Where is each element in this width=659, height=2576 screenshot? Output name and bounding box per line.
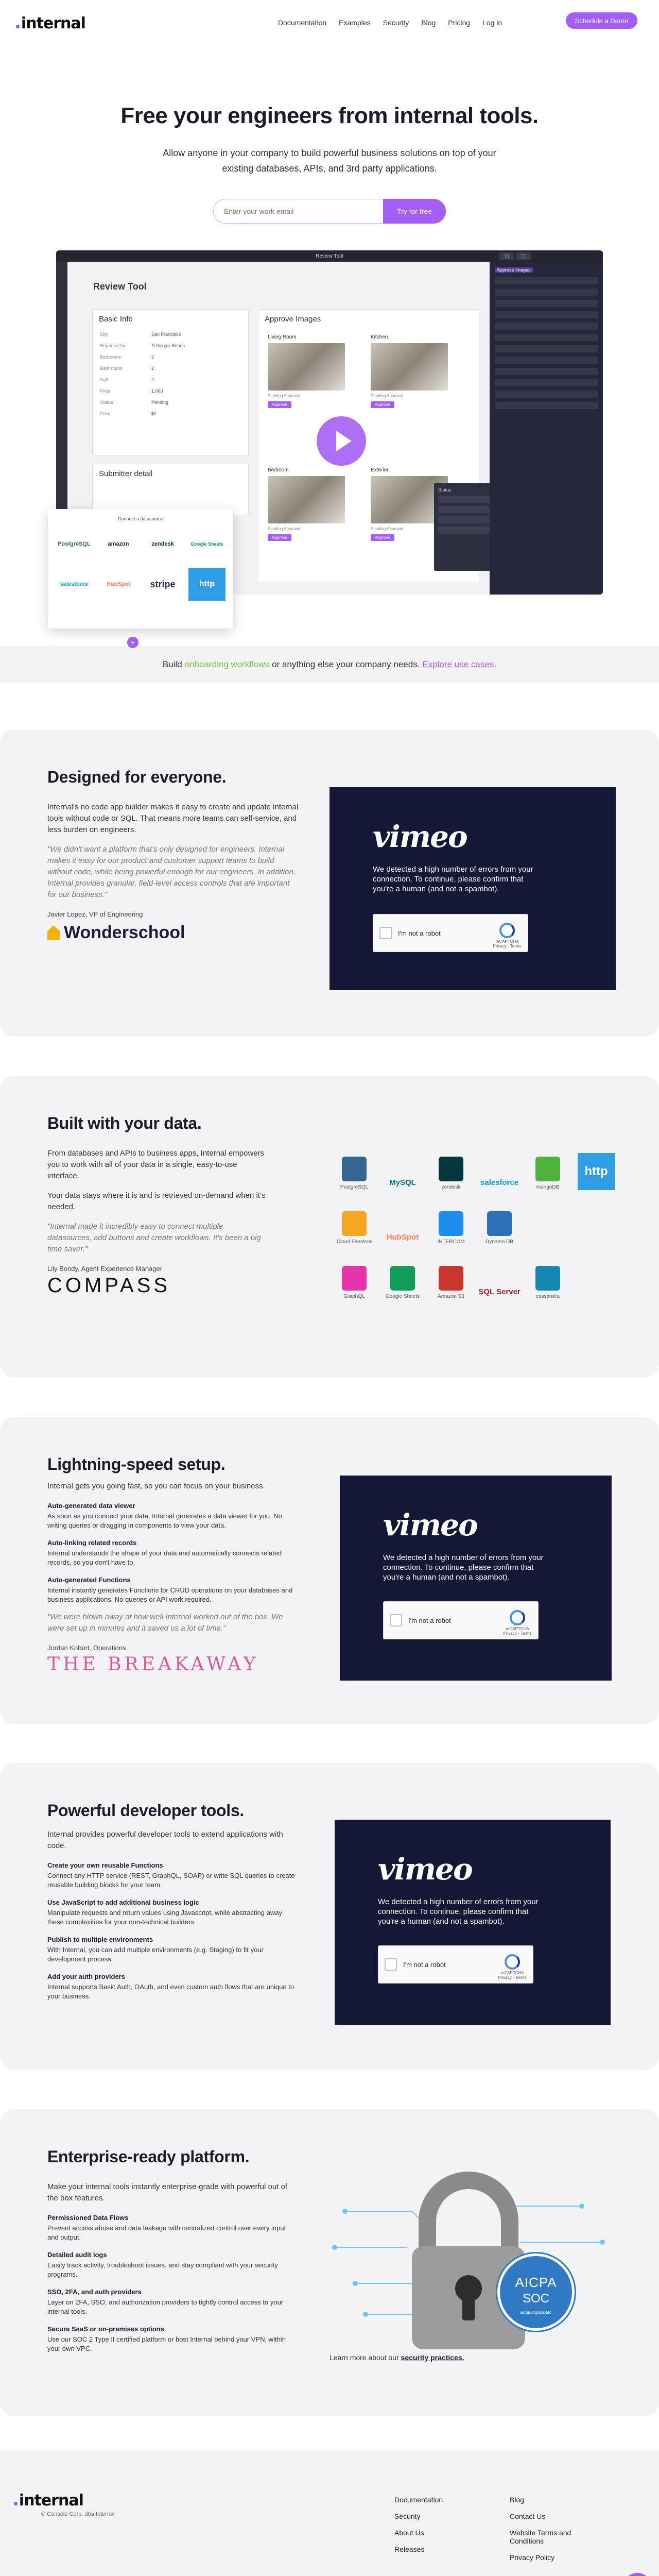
inspector-field[interactable]	[495, 289, 598, 296]
http-icon: http	[578, 1153, 615, 1190]
developer-section	[0, 1763, 659, 2070]
integration-name: Cloud Firestore	[336, 1239, 372, 1245]
integration-name: cassandra	[535, 1294, 560, 1299]
integration-wordmark: salesforce	[480, 1178, 519, 1187]
video-error-message: We detected a high number of errors from your connection. To continue, please confirm that you're a human (and not a spambot).	[383, 1553, 544, 1582]
recaptcha-icon: reCAPTCHA Privacy - Terms	[492, 923, 523, 948]
inspector-field[interactable]	[495, 357, 598, 364]
explore-use-cases-link[interactable]: Explore use cases.	[422, 659, 497, 669]
integration-wordmark: MySQL	[389, 1178, 416, 1187]
footer-link[interactable]: About Us	[394, 2529, 424, 2537]
info-row: Sqft 2	[100, 377, 154, 382]
connect-datasource-panel	[48, 509, 233, 629]
integration-logo	[332, 1201, 377, 1245]
integration-logo	[332, 1256, 377, 1299]
footer-link[interactable]: Blog	[510, 2496, 525, 2504]
datasource-stripe[interactable]: stripe	[150, 579, 176, 589]
info-row: Price 1,000	[100, 388, 163, 394]
signup-form	[213, 199, 446, 224]
approve-button[interactable]: Approve	[268, 534, 291, 541]
integration-name: Amazon S3	[438, 1294, 464, 1299]
inspector-field[interactable]	[495, 323, 598, 330]
integration-logo	[574, 1201, 619, 1245]
app-preview	[56, 250, 603, 647]
compass-logo: COMPASS	[47, 1274, 171, 1297]
video-embed[interactable]	[340, 1476, 612, 1681]
integration-logo	[525, 1256, 570, 1299]
app-tabs	[499, 252, 531, 260]
footer-column	[510, 2496, 587, 2570]
footer-link[interactable]: Contact Us	[510, 2512, 546, 2520]
integration-icon	[487, 1211, 512, 1236]
integration-logo	[574, 1256, 619, 1299]
integration-wordmark: HubSpot	[386, 1233, 419, 1242]
integration-name: INTERCOM	[437, 1239, 465, 1245]
app-tab[interactable]: ▢	[516, 252, 531, 260]
integration-icon	[342, 1266, 367, 1291]
info-row: City San Francisco	[100, 332, 181, 337]
room-photo[interactable]	[268, 476, 345, 523]
integration-logo	[574, 1147, 619, 1190]
footer-link[interactable]: Documentation	[394, 2496, 443, 2504]
footer-link[interactable]: Releases	[394, 2545, 425, 2553]
integration-icon	[439, 1211, 463, 1236]
hero	[0, 45, 659, 224]
integration-name: GraphQL	[343, 1294, 365, 1299]
integration-icon	[535, 1266, 560, 1291]
status-dropdown[interactable]: Status	[434, 483, 522, 571]
chat-widget-icon[interactable]	[623, 2573, 652, 2576]
integration-name: Dynamo DB	[485, 1239, 513, 1245]
info-row: Status Pending	[100, 400, 169, 405]
try-free-button[interactable]: Try for free	[383, 199, 446, 224]
schedule-demo-button[interactable]: Schedule a Demo	[566, 12, 637, 29]
image-tile: Living Room Pending Approval Approve	[268, 334, 345, 409]
image-tile: Kitchen Pending Approval Approve	[371, 334, 448, 409]
integration-icon	[390, 1266, 415, 1291]
top-nav	[0, 0, 659, 45]
info-row: Bedrooms 2	[100, 354, 154, 360]
vimeo-logo: vimeo	[378, 1852, 472, 1887]
section-body: Internal provides powerful developer tools to extend applications with code. Create your own reusable Functions Connect any HTTP service (REST, GraphQL, SOAP) or write SQL queries to create reusable building blocks for your team. Use JavaScript to add additional business logic Manipulate requests and return values using Javascript, while abstracting away these complexities for your non-technical builders. Publish to multiple environments With Internal, you can add multiple environments (e.g. Staging) to fit your development process. Add your auth providers Internal supports Basic Auth, OAuth, and even custom auth flows that are unique to your business.	[47, 1830, 295, 2000]
integration-logo	[477, 1256, 522, 1299]
inspector-field[interactable]	[495, 402, 598, 409]
app-window-title: Review Tool	[316, 253, 343, 259]
logo[interactable]: . internal	[14, 12, 85, 33]
info-row: Bathrooms 2	[100, 366, 154, 371]
section-title: Lightning-speed setup.	[47, 1455, 226, 1473]
integration-logo	[332, 1147, 377, 1190]
video-error-message: We detected a high number of errors from your connection. To continue, please confirm that you're a human (and not a spambot).	[378, 1897, 539, 1926]
footer	[0, 2450, 659, 2576]
footer-logo[interactable]: . internal	[12, 2489, 83, 2510]
integration-name: zendesk	[441, 1184, 461, 1190]
approve-button[interactable]: Approve	[371, 401, 394, 408]
hero-subtitle: Allow anyone in your company to build powerful business solutions on top of your existing databases, APIs, and 3rd party applications.	[163, 148, 496, 174]
datasource-http[interactable]: http	[188, 568, 226, 601]
approve-button[interactable]: Approve	[268, 401, 291, 408]
nav-examples[interactable]: Examples	[339, 19, 371, 27]
footer-link[interactable]: Security	[394, 2512, 421, 2520]
vimeo-logo: vimeo	[373, 819, 467, 854]
footer-link[interactable]: Website Terms and Conditions	[510, 2529, 571, 2545]
nav-links	[278, 0, 502, 45]
review-tool-title: Review Tool	[93, 281, 147, 292]
room-photo[interactable]	[268, 343, 345, 391]
datasource-amazon[interactable]: amazon	[108, 541, 129, 547]
inspector-field[interactable]	[495, 391, 598, 398]
info-row: Reported by Ti Hogan-Reeds	[100, 343, 185, 348]
integration-name: mongoDB	[536, 1184, 560, 1190]
footer-column	[394, 2496, 472, 2562]
image-tile: Exterior Pending Approval Approve	[371, 467, 448, 541]
inspector-field[interactable]	[495, 300, 598, 307]
inspector-field[interactable]	[495, 311, 598, 318]
captcha-widget[interactable]: I'm not a robot reCAPTCHA Privacy - Terms	[378, 1945, 533, 1984]
footer-link[interactable]: Privacy Policy	[510, 2553, 555, 2562]
integration-wordmark: SQL Server	[478, 1287, 521, 1296]
datasource-google-sheets[interactable]: Google Sheets	[190, 541, 223, 547]
app-tab[interactable]: ▢	[499, 252, 514, 260]
integrations-grid	[332, 1147, 620, 1299]
captcha-widget[interactable]: I'm not a robot reCAPTCHA Privacy - Terms	[383, 1601, 539, 1639]
testimonial-author: Lily Bondy, Agent Experience Manager	[47, 1265, 163, 1273]
integration-logo	[428, 1147, 474, 1190]
nav-blog[interactable]: Blog	[421, 19, 436, 27]
captcha-checkbox[interactable]	[379, 927, 392, 939]
integration-icon	[342, 1157, 367, 1181]
vimeo-logo: vimeo	[383, 1507, 477, 1543]
hero-title: Free your engineers from internal tools.	[120, 103, 539, 128]
integration-logo	[380, 1147, 425, 1190]
recaptcha-icon: reCAPTCHA Privacy - Terms	[497, 1954, 528, 1980]
integration-icon	[439, 1266, 463, 1291]
inspector-field[interactable]	[495, 334, 598, 341]
breakaway-logo: THE BREAKAWAY	[47, 1654, 259, 1675]
section-body: Internal's no code app builder makes it easy to create and update internal tools without code or SQL. That means more teams can self-service, and less burden on engineers. "We didn't want a platform that's only designed for engineers. Internal makes it easy for our product and customer support teams to build without code, while being powerful enough for our engineers. In addition, Internal provides granular, field-level access controls that are important for our business." Javier Lopez, VP of Engineering Wonderschool	[47, 802, 300, 940]
inspector-panel	[490, 262, 603, 595]
integration-name: PostgreSQL	[340, 1184, 369, 1190]
testimonial-author: Javier Lopez, VP of Engineering	[47, 910, 143, 918]
aicpa-soc-badge: AICPA SOC aicpa.org/soc4so	[497, 2253, 575, 2331]
data-section	[0, 1076, 659, 1378]
integration-logo	[477, 1147, 522, 1190]
nav-pricing[interactable]: Pricing	[448, 19, 471, 27]
security-learn-more: Learn more about our security practices.	[330, 2353, 464, 2362]
submitter-card	[92, 464, 249, 515]
security-practices-link[interactable]: security practices.	[401, 2353, 464, 2362]
info-row: Price $2	[100, 411, 157, 416]
inspector-field[interactable]	[495, 368, 598, 375]
play-video-icon[interactable]	[317, 416, 366, 466]
integration-logo	[428, 1256, 474, 1299]
integration-logo	[525, 1147, 570, 1190]
designed-section	[0, 730, 659, 1037]
integration-logo	[380, 1201, 425, 1245]
image-tile: Bedroom Pending Approval Approve	[268, 467, 345, 541]
submitter-title: Submitter detail	[99, 469, 153, 478]
section-title: Enterprise-ready platform.	[47, 2147, 250, 2166]
datasource-hubspot[interactable]: HubSpot	[107, 581, 130, 587]
nav-security[interactable]: Security	[383, 19, 409, 27]
section-title: Built with your data.	[47, 1114, 202, 1132]
rotating-use-case: onboarding workflows	[184, 659, 270, 669]
datasource-postgresql[interactable]: PostgreSQL	[58, 541, 91, 547]
video-embed[interactable]	[330, 787, 616, 990]
nav-documentation[interactable]: Documentation	[278, 19, 327, 27]
email-input[interactable]	[213, 199, 383, 224]
datasource-grid	[57, 528, 224, 601]
section-body: From databases and APIs to business apps, Internal empowers you to work with all of your data in a single, easy-to-use interface. Your data stays where it is and is retrieved on-demand when it's needed. "Internal made it incredibly easy to connect multiple datasources, add buttons and create workflows. It's been a big time saver." Lily Bondy, Agent Experience Manager COMPASS	[47, 1148, 269, 1291]
app-titlebar	[56, 250, 603, 262]
testimonial-author: Jordan Kobert, Operations	[47, 1644, 126, 1652]
integration-icon	[535, 1157, 560, 1181]
testimonial-quote: "We didn't want a platform that's only designed for engineers. Internal makes it easy for our product and customer support teams to build without code, while being powerful enough for our engineers. In addition, Internal provides granular, field-level access controls that are important for our business."	[47, 845, 296, 899]
datasource-zendesk[interactable]: zendesk	[151, 541, 174, 547]
video-embed[interactable]	[335, 1820, 611, 2025]
nav-login[interactable]: Log in	[482, 19, 502, 27]
connect-caption: Connect a datasource	[117, 516, 164, 521]
use-case-banner: Build onboarding workflows or anything else your company needs. Explore use cases.	[0, 646, 659, 683]
integration-logo	[428, 1201, 474, 1245]
section-title: Powerful developer tools.	[47, 1801, 244, 1820]
basic-info-title: Basic Info	[99, 315, 133, 324]
wonderschool-mark-icon	[47, 925, 60, 940]
approve-button[interactable]: Approve	[371, 534, 394, 541]
wonderschool-logo: Wonderschool	[47, 925, 300, 940]
captcha-widget[interactable]: I'm not a robot reCAPTCHA Privacy - Terms	[373, 914, 528, 952]
enterprise-section	[0, 2109, 659, 2416]
integration-name: Google Sheets	[385, 1294, 420, 1299]
integration-icon	[342, 1211, 367, 1236]
integration-logo	[525, 1201, 570, 1245]
integration-logo	[477, 1201, 522, 1245]
testimonial-quote: "We were blown away at how well Internal worked out of the box. We were set up in minutes and it saved us a lot of time."	[47, 1613, 283, 1633]
captcha-checkbox[interactable]	[385, 1958, 397, 1971]
recaptcha-icon: reCAPTCHA Privacy - Terms	[502, 1610, 533, 1636]
testimonial-quote: "Internal made it incredibly easy to connect multiple datasources, add buttons and create workflows. It's been a big time saver."	[47, 1222, 261, 1253]
approve-images-title: Approve Images	[265, 315, 321, 324]
captcha-checkbox[interactable]	[390, 1614, 402, 1626]
integration-icon	[439, 1157, 463, 1181]
integration-logo	[380, 1256, 425, 1299]
padlock-icon	[324, 2170, 613, 2355]
security-illustration	[324, 2170, 613, 2355]
room-photo[interactable]	[371, 343, 448, 391]
setup-section	[0, 1417, 659, 1724]
section-body: Make your internal tools instantly enterprise-grade with powerful out of the box features. Permissioned Data Flows Prevent access abuse and data leakage with centralized control over every input and output. Detailed audit logs Easily track activity, troubleshoot issues, and stay compliant with your security programs. SSO, 2FA, and auth providers Layer on 2FA, SSO, and authorization providers to tightly control access to your internal tools. Secure SaaS or on-premises options Use our SOC 2 Type II certified platform or host Internal behind your VPN, within your own VPC.	[47, 2182, 288, 2352]
datasource-salesforce[interactable]: salesforce	[60, 581, 89, 587]
video-error-message: We detected a high number of errors from your connection. To continue, please confirm that you're a human (and not a spambot).	[373, 865, 533, 893]
inspector-field[interactable]	[495, 277, 598, 284]
inspector-field[interactable]	[495, 379, 598, 386]
basic-info-card	[92, 309, 249, 455]
inspector-field[interactable]	[495, 345, 598, 352]
inspector-title: Approve Images	[495, 267, 533, 273]
section-title: Designed for everyone.	[47, 768, 227, 786]
add-icon[interactable]: +	[127, 637, 138, 648]
copyright: © Console Corp. dba Internal	[41, 2511, 115, 2517]
section-body: Internal gets you going fast, so you can focus on your business. Auto-generated data viewer As soon as you connect your data, Internal generates a data viewer for you. No writing queries or dragging in components to view your data. Auto-linking related records Internal understands the shape of your data and automatically connects related records, so you don't have to. Auto-generated Functions Internal instantly generates Functions for CRUD operations on your databases and business applications. No queries or API work required. "We were blown away at how well Internal worked out of the box. We were set up in minutes and it saved us a lot of time." Jordan Kobert, Operations THE BREAKAWAY	[47, 1481, 300, 1670]
